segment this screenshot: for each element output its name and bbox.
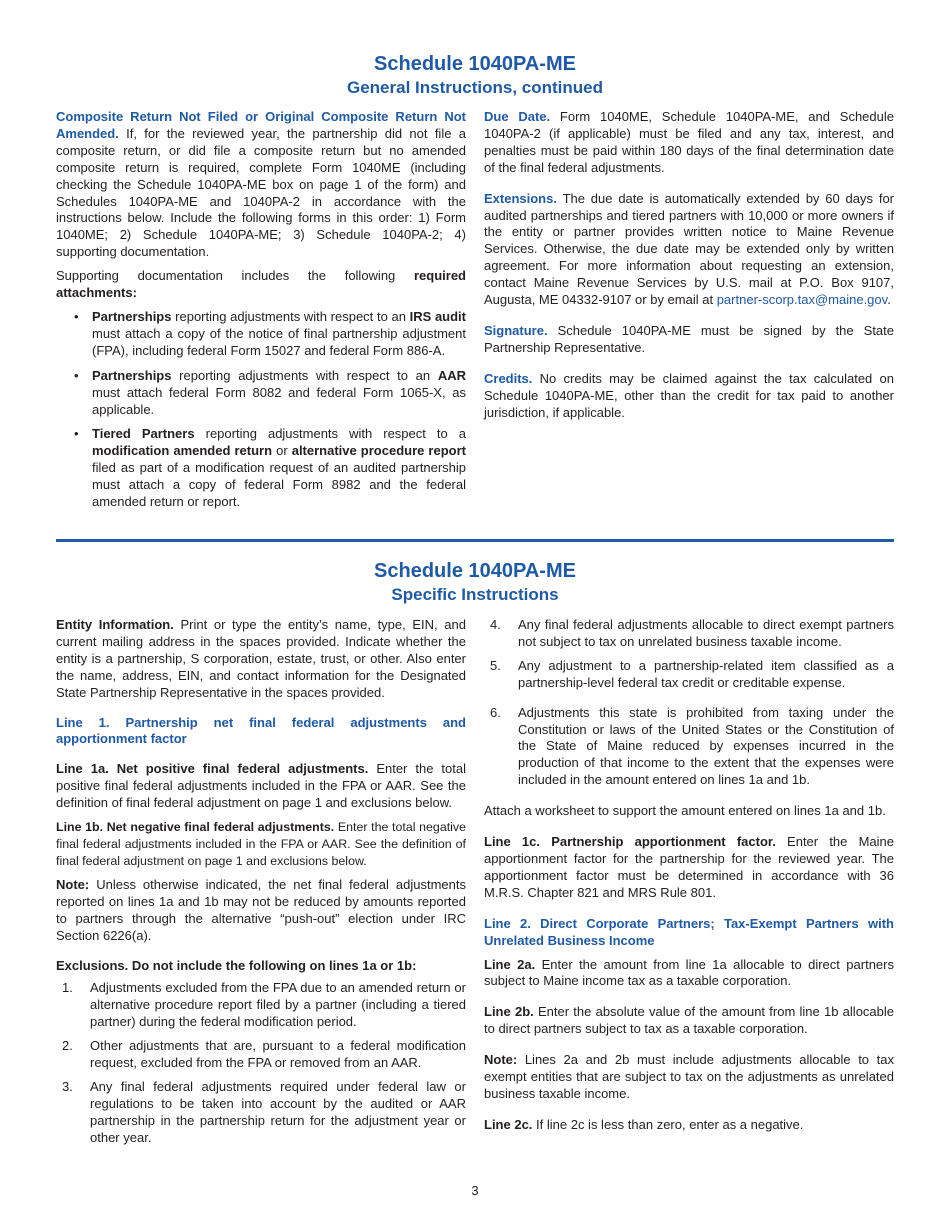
line2a-heading: Line 2a. [484,956,536,972]
line2b-heading: Line 2b. [484,1004,534,1020]
credits-paragraph [484,371,894,422]
line1c-heading: Line 1c. Partnership apportionment factor. [484,834,776,850]
specific-right-column [484,617,894,1134]
list-item [56,1038,466,1072]
line2b-body: Enter the absolute value of the amount from line 1b allocable to direct partners subject to tax as a taxable corporation. [484,1004,894,1037]
entity-info-body: Print or type the entity’s name, type, EIN, and current mailing address in the spaces provided. Indicate whether the entity is a partnership, S corporation, estate, trust, or other. Also enter the name, address, EIN, and contact information for the Designated State Partnership Representative in the spaces provided. [56,617,466,700]
list-number: 6. [490,704,501,720]
exclusions-heading [56,958,466,975]
bullet-text: filed as part of a modification request of an audited partnership must attach a copy of federal Form 8982 and the federal amended return or report. [92,460,466,510]
extensions-body: The due date is automatically extended by 60 days for audited partnerships and tiered partners with 10,000 or more owners if the entity or partner provides written notice to Maine Revenue Services. Otherwise, the due date may be extended only by written agreement. For more information about requesting an extension, contact Maine Revenue Services by U.S. mail at P.O. Box 9107, Augusta, ME 04332-9107 or by email at [484,190,894,308]
note2-paragraph [484,1052,894,1103]
bullet-text: must attach a copy of the notice of final partnership adjustment (FPA), including federal Form 15027 and federal Form 886-A. [92,325,466,358]
line1a-paragraph [56,761,466,812]
line1a-body: Enter the total positive final federal adjustments included in the FPA or AAR. See the definition of final federal adjustment on page 1 and exclusions below. [56,761,466,811]
credits-heading: Credits. [484,370,533,386]
list-number: 2. [62,1038,73,1054]
list-item [484,617,894,651]
exclusions-list-continued [484,617,894,789]
worksheet-paragraph: Attach a worksheet to support the amount entered on lines 1a and 1b. [484,803,886,819]
line2a-paragraph [484,957,894,991]
line2-heading: Line 2. Direct Corporate Partners; Tax-Exempt Partners with Unrelated Business Income [484,915,894,948]
attachment-item-tiered-partners [56,426,466,511]
specific-title: Schedule 1040PA-ME [374,560,576,582]
note1-paragraph [56,877,466,945]
bullet-bold-text: Tiered Partners [92,426,195,442]
bullet-bold-text: IRS audit [409,308,466,324]
supporting-docs-paragraph [56,268,466,302]
list-text: Other adjustments that are, pursuant to a federal modification request, excluded from the FPA or removed from an AAR. [90,1038,466,1070]
bullet-bold-text: Partnerships [92,367,172,383]
bullet-bold-text: modification amended return [92,443,273,459]
entity-info-paragraph [56,617,466,702]
credits-body: No credits may be claimed against the tax calculated on Schedule 1040PA-ME, other than the credit for tax paid to another jurisdiction, if applicable. [484,370,894,420]
list-text: Any adjustment to a partnership-related item classified as a partnership-level federal tax credit or creditable expense. [518,657,894,690]
list-text: Adjustments excluded from the FPA due to an amended return or alternative procedure report filed by a partner (including a tiered partner) during the federal modification period. [90,980,466,1030]
signature-paragraph [484,323,894,357]
email-link[interactable]: partner-scorp.tax@maine.gov [716,292,888,308]
signature-body: Schedule 1040PA-ME must be signed by the State Partnership Representative. [484,322,894,355]
due-date-body: Form 1040ME, Schedule 1040PA-ME, and Schedule 1040PA-2 (if applicable) must be filed and any tax, interest, and penalties must be paid within 180 days of the final determination date of the final federal adjustments. [484,109,894,175]
attachment-item-aar [56,368,466,419]
note1-heading: Note: [56,876,90,892]
list-item [484,705,894,790]
list-text: Any final federal adjustments required under federal law or regulations to be taken into account by the audited or AAR partnership in the partnership return for the adjustment year or other year. [90,1078,466,1145]
note1-body: Unless otherwise indicated, the net final federal adjustments reported on lines 1a and 1b may not be reduced by amounts reported to partners through the alternative “push-out” election under IRC Section 6226(a). [56,876,466,943]
specific-left-column [56,617,466,1146]
exclusions-heading-text: Exclusions. Do not include the following on lines 1a or 1b: [56,958,417,974]
extensions-heading: Extensions. [484,190,557,206]
list-number: 5. [490,657,501,673]
entity-info-heading: Entity Information. [56,617,174,632]
bullet-text: or [272,443,292,459]
bullet-text: reporting adjustments with respect to a [194,426,467,442]
list-number: 1. [62,980,73,996]
due-date-heading: Due Date. [484,109,551,124]
signature-heading: Signature. [484,322,548,338]
bullet-bold-text: AAR [437,367,466,383]
line2c-body: If line 2c is less than zero, enter as a negative. [532,1116,804,1132]
bullet-bold-text: Partnerships [92,308,172,324]
line1c-body: Enter the Maine apportionment factor for the partnership for the reviewed year. The apportionment factor must be determined in accordance with 36 M.R.S. Chapter 821 and MRS Rule 801. [484,834,894,900]
attachment-item-irs-audit [56,309,466,360]
note2-body: Lines 2a and 2b must include adjustments allocable to tax exempt entities that are subject to tax on the adjustments as unrelated business taxable income. [484,1052,894,1101]
supporting-docs-text: Supporting documentation includes the following [56,268,414,284]
line1a-heading: Line 1a. Net positive final federal adjustments. [56,761,369,777]
list-item [484,658,894,692]
extensions-paragraph [484,191,894,309]
line2a-body: Enter the amount from line 1a allocable to direct partners subject to Maine income tax as a taxable corporation. [484,956,894,989]
line2c-heading: Line 2c. [484,1116,533,1132]
exclusions-list [56,980,466,1146]
specific-subtitle: Specific Instructions [391,585,559,604]
list-text: Adjustments this state is prohibited from taxing under the Constitution or laws of the United States or the Constitution of the State of Maine reduced by expenses incurred in the production of that income to the extent that the expenses were included in the amount entered on lines 1a and 1b. [518,704,894,788]
bullet-bold-text: alternative procedure report [291,443,466,459]
supporting-docs-bold: required attachments: [56,268,466,301]
composite-return-paragraph [56,109,466,261]
list-text: Any final federal adjustments allocable to direct exempt partners not subject to tax on unrelated business taxable income. [518,617,894,649]
line1-heading: Line 1. Partnership net final federal adjustments and apportionment factor [56,714,466,747]
due-date-paragraph [484,109,894,177]
bullet-text: reporting adjustments with respect to an [171,367,438,383]
composite-return-heading: Composite Return Not Filed or Original Composite Return Not Amended. [56,109,466,141]
list-number: 3. [62,1078,73,1094]
general-subtitle: General Instructions, continued [347,78,603,97]
line1b-body: Enter the total negative final federal adjustments included in the FPA or AAR. See the definition of final federal adjustment on page 1 and exclusions below. [56,820,466,868]
extensions-end: . [887,292,891,308]
line2b-paragraph [484,1004,894,1038]
general-title: Schedule 1040PA-ME [374,53,576,75]
bullet-text: reporting adjustments with respect to an [171,308,410,324]
general-left-column [56,109,466,511]
page-number: 3 [471,1183,479,1198]
line1b-paragraph [56,819,466,870]
bullet-text: must attach federal Form 8082 and federal Form 1065-X, as applicable. [92,384,466,417]
section-divider [56,539,894,542]
line1b-heading: Line 1b. Net negative final federal adjustments. [56,820,335,835]
list-item [56,1079,466,1147]
note2-heading: Note: [484,1052,518,1068]
composite-return-body: If, for the reviewed year, the partnership did not file a composite return, or did file a composite return but no amended composite return is required, complete Form 1040ME (including checking the Schedule 1040PA-ME box on page 1 of the form) and Schedules 1040PA-ME and 1040PA-2 in accordance with the instructions below. Include the following forms in this order: 1) Form 1040ME; 2) Schedule 1040PA-ME; 3) Schedule 1040PA-2; 4) supporting documentation. [56,125,466,260]
line1c-paragraph [484,834,894,902]
list-number: 4. [490,617,501,632]
line2c-paragraph [484,1117,894,1134]
attachments-list [56,309,466,511]
general-right-column [484,109,894,422]
list-item [56,980,466,1031]
